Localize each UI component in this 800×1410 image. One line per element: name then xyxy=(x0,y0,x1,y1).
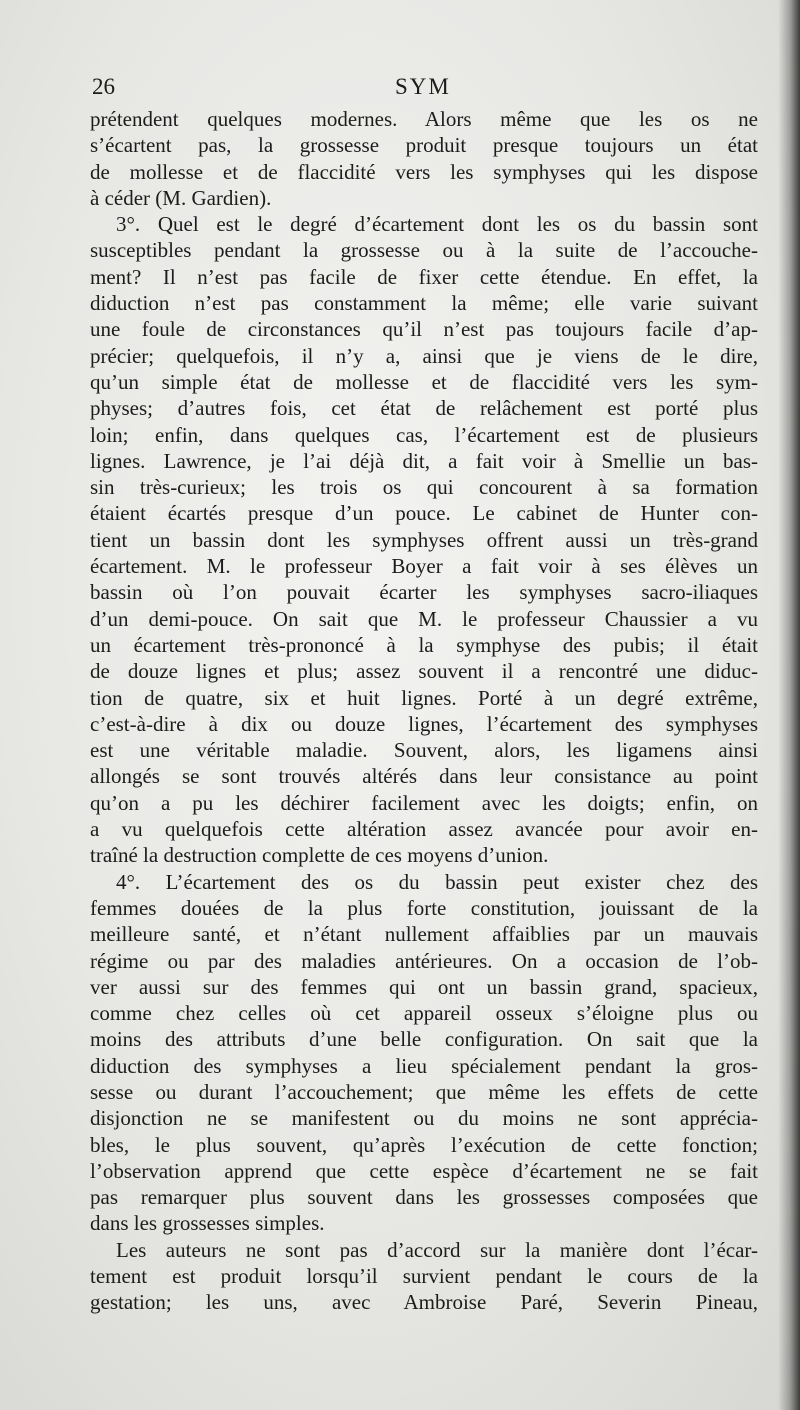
text-line: traîné la destruction complette de ces moyens d’union. xyxy=(90,843,549,868)
text-line: de douze lignes et plus; assez souvent il a rencontré une diduc- xyxy=(90,659,758,684)
text-line: un écartement très-prononcé à la symphyse des pubis; il était xyxy=(90,632,758,657)
text-line: Les auteurs ne sont pas d’accord sur la manière dont l’écar- xyxy=(116,1237,758,1262)
running-head xyxy=(90,66,758,106)
text-line: disjonction ne se manifestent ou du moins ne sont apprécia- xyxy=(90,1106,758,1131)
text-line: comme chez celles où cet appareil osseux s’éloigne plus ou xyxy=(90,1001,758,1026)
running-title: SYM xyxy=(395,74,451,99)
text-line: prétendent quelques modernes. Alors même que les os ne xyxy=(90,107,758,131)
page-edge-shadow xyxy=(778,0,800,1410)
text-line: gestation; les uns, avec Ambroise Paré, Severin Pineau, xyxy=(90,1290,758,1315)
text-line: c’est-à-dire à dix ou douze lignes, l’écartement des symphyses xyxy=(90,711,758,736)
text-line: d’un demi-pouce. On sait que M. le professeur Chaussier a vu xyxy=(90,606,758,631)
text-line: 4°. L’écartement des os du bassin peut exister chez des xyxy=(116,869,758,894)
body-text xyxy=(90,106,758,1316)
text-line: susceptibles pendant la grossesse ou à la suite de l’accouche- xyxy=(90,238,758,263)
text-line: de mollesse et de flaccidité vers les symphyses qui les dispose xyxy=(90,159,758,184)
text-line: allongés se sont trouvés altérés dans leur consistance au point xyxy=(90,764,758,789)
text-line: loin; enfin, dans quelques cas, l’écartement est de plusieurs xyxy=(90,422,758,447)
text-line: 3°. Quel est le degré d’écartement dont les os du bassin sont xyxy=(116,212,758,237)
text-line: une foule de circonstances qu’il n’est pas toujours facile d’ap- xyxy=(90,317,758,342)
page-number: 26 xyxy=(92,74,115,99)
text-line: ment? Il n’est pas facile de fixer cette étendue. En effet, la xyxy=(90,264,758,289)
text-line: lignes. Lawrence, je l’ai déjà dit, a fait voir à Smellie un bas- xyxy=(90,448,758,473)
text-line: précier; quelquefois, il n’y a, ainsi que je viens de le dire, xyxy=(90,343,758,368)
text-line: dans les grossesses simples. xyxy=(90,1211,325,1236)
text-line: ver aussi sur des femmes qui ont un bassin grand, spacieux, xyxy=(90,974,758,999)
text-line: tement est produit lorsqu’il survient pendant le cours de la xyxy=(90,1264,758,1289)
text-line: diduction des symphyses a lieu spécialement pendant la gros- xyxy=(90,1053,758,1078)
text-line: étaient écartés presque d’un pouce. Le cabinet de Hunter con- xyxy=(90,501,758,526)
text-line: écartement. M. le professeur Boyer a fait voir à ses élèves un xyxy=(90,554,758,579)
text-line: femmes douées de la plus forte constitution, jouissant de la xyxy=(90,895,758,920)
text-line: tion de quatre, six et huit lignes. Porté à un degré extrême, xyxy=(90,685,758,710)
text-line: sesse ou durant l’accouchement; que même les effets de cette xyxy=(90,1079,758,1104)
text-line: bles, le plus souvent, qu’après l’exécution de cette fonction; xyxy=(90,1132,758,1157)
text-line: diduction n’est pas constamment la même; elle varie suivant xyxy=(90,291,758,316)
text-line: moins des attributs d’une belle configuration. On sait que la xyxy=(90,1027,758,1052)
text-line: sin très-curieux; les trois os qui concourent à sa formation xyxy=(90,475,758,500)
text-line: régime ou par des maladies antérieures. On a occasion de l’ob- xyxy=(90,948,758,973)
text-line: l’observation apprend que cette espèce d’écartement ne se fait xyxy=(90,1158,758,1183)
text-line: à céder (M. Gardien). xyxy=(90,185,272,210)
text-line: qu’on a pu les déchirer facilement avec les doigts; enfin, on xyxy=(90,790,758,815)
text-line: meilleure santé, et n’étant nullement affaiblies par un mauvais xyxy=(90,922,758,947)
text-line: tient un bassin dont les symphyses offrent aussi un très-grand xyxy=(90,527,758,552)
page-text-block xyxy=(90,66,758,1316)
text-line: bassin où l’on pouvait écarter les symphyses sacro-iliaques xyxy=(90,580,758,605)
text-line: qu’un simple état de mollesse et de flaccidité vers les sym- xyxy=(90,369,758,394)
text-line: pas remarquer plus souvent dans les grossesses composées que xyxy=(90,1185,758,1210)
text-line: est une véritable maladie. Souvent, alors, les ligamens ainsi xyxy=(90,738,758,763)
text-line: a vu quelquefois cette altération assez avancée pour avoir en- xyxy=(90,817,758,842)
text-line: physes; d’autres fois, cet état de relâchement est porté plus xyxy=(90,396,758,421)
text-line: s’écartent pas, la grossesse produit presque toujours un état xyxy=(90,133,758,158)
